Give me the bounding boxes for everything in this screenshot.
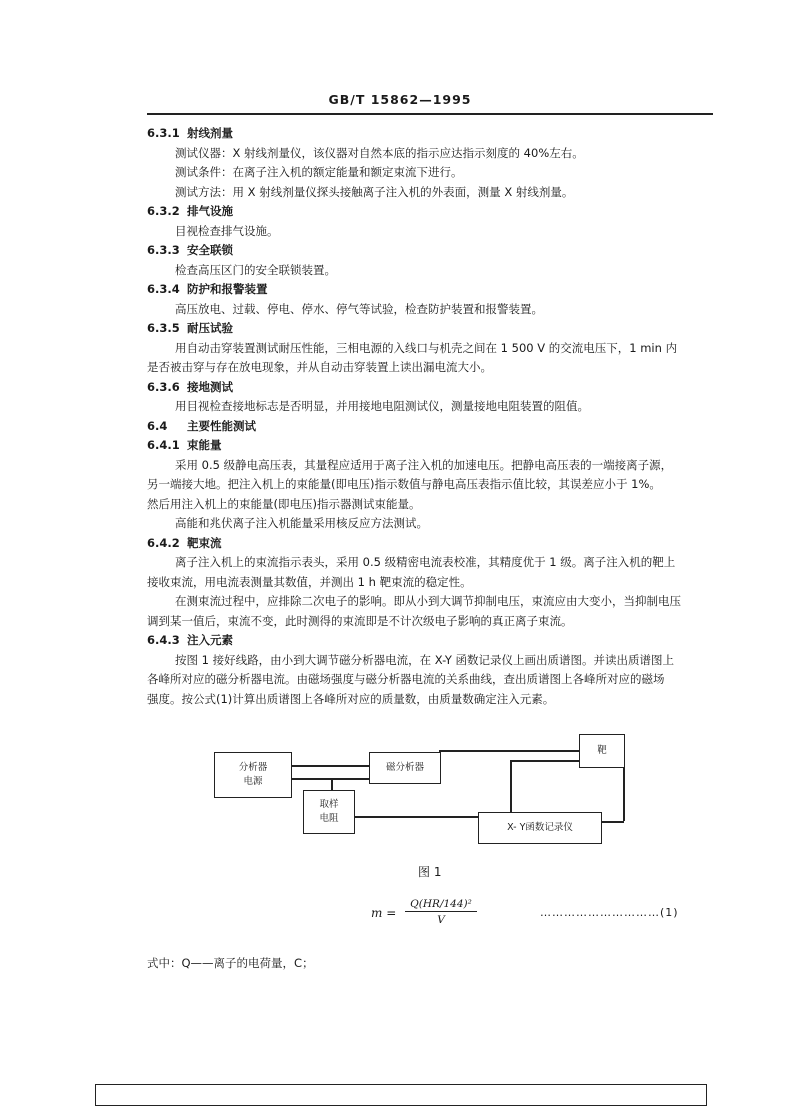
- page-header: GB/T 15862—1995: [328, 92, 472, 107]
- section-number: 6.3.3: [147, 243, 180, 257]
- sampling-resistor-box: [303, 790, 355, 834]
- formula-numerator: Q(HR/144)²: [405, 898, 477, 912]
- footer-frame: [95, 1084, 707, 1106]
- box-label: 取样 电阻: [319, 799, 339, 824]
- wire: [510, 760, 512, 812]
- section-number: 6.3.5: [147, 321, 180, 335]
- box-label: 磁分析器: [385, 762, 424, 773]
- section-number: 6.4.3: [147, 633, 180, 647]
- wire: [600, 821, 624, 823]
- section-number: 6.4.2: [147, 535, 180, 550]
- paragraph-line: 各峰所对应的磁分析器电流。由磁场强度与磁分析器电流的关系曲线，查出质谱图上各峰所对应的磁场: [147, 672, 665, 686]
- section-title: 射线剂量: [187, 126, 233, 140]
- paragraph-line: 测试方法：用 X 射线剂量仪探头接触离子注入机的外表面，测量 X 射线剂量。: [175, 184, 574, 199]
- paragraph-line: 离子注入机上的束流指示表头，采用 0.5 级精密电流表校准，其精度优于 1 级。离子注入机的靶上: [175, 555, 676, 569]
- section-number: 6.3.4: [147, 282, 180, 296]
- paragraph-line: 用自动击穿装置测试耐压性能，三相电源的入线口与机壳之间在 1 500 V 的交流电压下，1 min 内: [175, 340, 678, 355]
- xy-recorder-box: [478, 812, 602, 844]
- paragraph-line: 强度。按公式(1)计算出质谱图上各峰所对应的质量数，由质量数确定注入元素。: [147, 691, 555, 706]
- magnetic-analyzer-box: [369, 752, 441, 784]
- equation-number: …………………………(1): [540, 906, 679, 919]
- wire: [290, 778, 370, 780]
- paragraph-line: 目视检查排气设施。: [175, 223, 279, 238]
- paragraph-line: 高压放电、过载、停电、停水、停气等试验，检查防护装置和报警装置。: [175, 301, 543, 316]
- box-label: 分析器 电源: [238, 762, 268, 787]
- section-number: 6.4.1: [147, 438, 180, 452]
- figure-caption: 图 1: [418, 865, 442, 879]
- wire: [623, 766, 625, 821]
- section-title: 靶束流: [187, 535, 222, 550]
- wire: [510, 760, 579, 762]
- section-title: 束能量: [187, 438, 222, 452]
- paragraph-line: 调到某一值后，束流不变，此时测得的束流即是不计次级电子影响的真正离子束流。: [147, 613, 573, 628]
- box-label: 靶: [597, 745, 607, 756]
- section-title: 防护和报警装置: [187, 282, 268, 296]
- section-number: 6.3.1: [147, 126, 180, 140]
- formula-lhs: m =: [371, 906, 397, 920]
- box-label: X- Y函数记录仪: [507, 822, 573, 833]
- section-number: 6.4: [147, 418, 168, 433]
- section-title: 耐压试验: [187, 321, 233, 335]
- wire: [290, 765, 370, 767]
- section-title: 排气设施: [187, 204, 233, 218]
- paragraph-line: 用目视检查接地标志是否明显，并用接地电阻测试仪，测量接地电阻装置的阻值。: [175, 399, 589, 413]
- paragraph-line: 测试条件：在离子注入机的额定能量和额定束流下进行。: [175, 165, 463, 179]
- section-title: 注入元素: [187, 633, 233, 647]
- paragraph-line: 按图 1 接好线路，由小到大调节磁分析器电流，在 X-Y 函数记录仪上画出质谱图。并读出质谱图上: [175, 652, 675, 667]
- target-box: [579, 734, 625, 768]
- paragraph-line: 然后用注入机上的束能量(即电压)指示器测试束能量。: [147, 496, 421, 511]
- section-number: 6.3.6: [147, 379, 180, 394]
- paragraph-line: 检查高压区门的安全联锁装置。: [175, 262, 336, 277]
- formula-fraction: [405, 898, 477, 926]
- paragraph-line: 接收束流，用电流表测量其数值，并测出 1 h 靶束流的稳定性。: [147, 574, 472, 589]
- paragraph-line: 采用 0.5 级静电高压表，其量程应适用于离子注入机的加速电压。把静电高压表的一端接离子源，: [175, 457, 673, 472]
- section-title: 接地测试: [187, 379, 233, 394]
- paragraph-line: 测试仪器：X 射线剂量仪，该仪器对自然本底的指示应达指示刻度的 40%左右。: [175, 145, 584, 160]
- paragraph-line: 是否被击穿与存在放电现象，并从自动击穿装置上读出漏电流大小。: [147, 360, 492, 374]
- wire: [353, 816, 478, 818]
- section-title: 安全联锁: [187, 243, 233, 257]
- section-number: 6.3.2: [147, 204, 180, 218]
- paragraph-line: 在测束流过程中，应排除二次电子的影响。即从小到大调节抑制电压，束流应由大变小，当抑制电压: [175, 594, 681, 608]
- where-clause: 式中：Q——离子的电荷量，C；: [147, 956, 314, 970]
- section-title: 主要性能测试: [187, 418, 256, 433]
- paragraph-line: 高能和兆伏离子注入机能量采用核反应方法测试。: [175, 516, 428, 530]
- wire: [439, 750, 579, 752]
- paragraph-line: 另一端接大地。把注入机上的束能量(即电压)指示数值与静电高压表指示值比较，其误差应小于 1%。: [147, 477, 661, 491]
- analyzer-power-supply-box: [214, 752, 292, 798]
- formula-denominator: V: [437, 914, 445, 926]
